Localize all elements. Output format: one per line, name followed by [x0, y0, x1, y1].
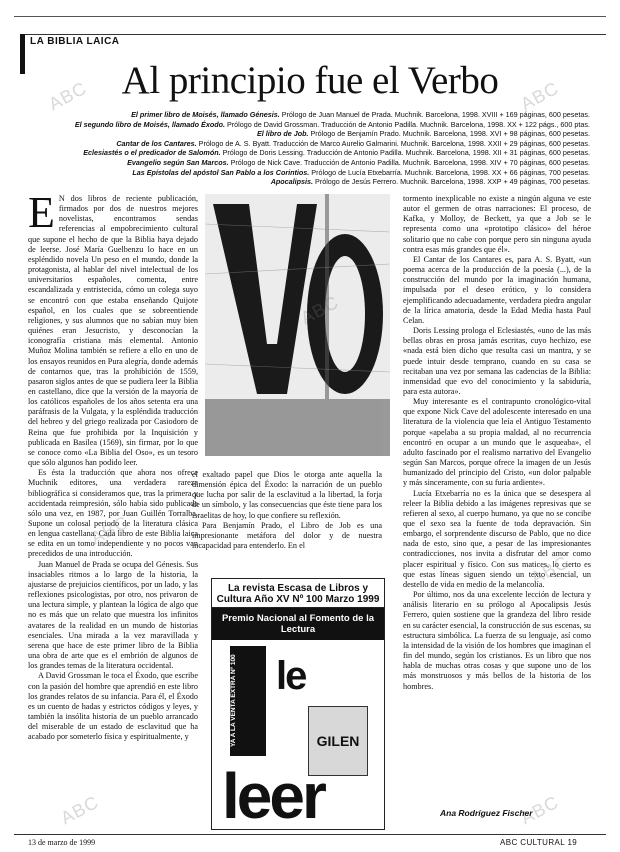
book-title: Apocalipsis.: [270, 177, 314, 187]
magazine-stripe: YA A LA VENTA EXTRA Nº 100: [230, 646, 266, 756]
paragraph: Muy interesante es el contrapunto cronológico-vital que expone Nick Cave del adolescente interesado en una literatura de la violencia que leía el Antiguo Testamento porque «apelaba a su propia maldad, al no recurrencia encontró en ocupar a un mundo que le asqueaba», el adulto fascinado por el realismo narrativo del Evangelio según San Marcos, porque ofrece la imagen de un Jesús humanizado del principio del Cristo, «un dolor palpable y más sinceramente, con su furia ardiente».: [403, 397, 591, 488]
book-credit: [24, 110, 590, 120]
book-details: Prólogo de Doris Lessing. Traducción de Antonio Padilla. Muchnik. Barcelona, 1998. XII + 31 páginas, 600 pesetas.: [220, 148, 590, 158]
watermark: ABC: [517, 77, 563, 115]
section-label: LA BIBLIA LAICA: [30, 36, 120, 47]
watermark: ABC: [517, 791, 563, 829]
paragraph: A David Grossman le toca el Éxodo, que escribe con la pasión del hombre que aprendió en este libro los grandes relatos de su infancia. Para él, el Éxodo es un cuento de hadas y estrictos códigos y leyes, y también la insólita historia de un pueblo arrancado del miserable de un estado de esclavitud que ha acabado por someterlo física y espiritualmente, y: [28, 671, 198, 742]
book-credit: [24, 168, 590, 178]
book-details: Prólogo de Jesús Ferrero. Muchnik. Barcelona, 1998. XXP + 49 páginas, 700 pesetas.: [313, 177, 590, 187]
section-rule: [20, 34, 606, 35]
magazine-advert: [211, 578, 385, 830]
article-column-2: [192, 470, 382, 568]
headline: Al principio fue el Verbo: [121, 59, 499, 102]
book-details: Prólogo de Benjamín Prado. Muchnik. Barcelona, 1998. XVI + 98 páginas, 600 pesetas.: [308, 129, 590, 139]
book-title: Eclesiastés o el predicador de Salomón.: [83, 148, 221, 158]
book-credit: [24, 120, 590, 130]
book-title: El segundo libro de Moisés, llamado Éxodo.: [74, 119, 225, 129]
page-number: 19: [567, 838, 578, 847]
paragraph: Juan Manuel de Prada se ocupa del Génesis. Sus insaciables ritmos a lo largo de la historia, la ajustarse de prejuicios científicos, por un lado, y las reflexiones psicologistas, por otro, nos privaron de una lectura simple, y plantean la lógica de algo que no es más que un relato que muestra los infinitos avatares de la realidad en un mundo de historias esenciales. Una mirada a la vez maravillada y serena que hace de este primer libro de la Biblia una obra de arte que es el embrión de algunos de los grandes temas de la literatura occidental.: [28, 559, 198, 671]
book-credit: [24, 129, 590, 139]
paragraph: Es ésta la traducción que ahora nos ofrece Muchnik editores, una verdadera rareza bibliográfica si consideramos que, tras la primera y accidentada reimpresión, sólo había sido publicada sólo una vez, en 1987, por Juan Guillén Torralba. Supone un colosal periodo de la literatura clásica en lengua castellana. Cada libro de este Biblia laica se edita en un tomo independiente y no pocos van precedidos de una introducción.: [28, 468, 198, 559]
magazine-word-top: le: [276, 654, 306, 698]
bottom-rule: [14, 834, 606, 835]
watermark: ABC: [297, 291, 343, 329]
watermark: ABC: [87, 511, 133, 549]
paragraph: Doris Lessing prologa el Eclesiastés, «uno de las más bellas obras en prosa jamás escritas, cuyo hechizo, ese «nada está bien dicho que resulta casi un mantra, y se puede intuir desde temprano, cuando en su casa se recitaban una vez por semana las cadencias de la Biblia: inmensidad que evo del conocimiento y la sabiduría, para esta autora».: [403, 326, 591, 396]
book-details: Prólogo de Lucía Etxebarría. Muchnik. Barcelona, 1998. XX + 66 páginas, 700 pesetas.: [309, 167, 590, 177]
article-photo: [205, 194, 390, 456]
book-details: Prólogo de Nick Cave. Traducción de Antonio Padilla. Muchnik. Barcelona, 1998. XIV + 70 páginas, 600 pesetas.: [228, 157, 590, 167]
book-title: Las Epístolas del apóstol San Pablo a los Corintios.: [132, 167, 310, 177]
paragraph: Por último, nos da una excelente lección de lectura y análisis literario en su prólogo al Apocalipsis Jesús Ferrero, quien sostiene que la grandeza del libro reside en su carácter esencial, la construcción de sus escenas, su estructura simbólica. La fuerza de su lenguaje, así como la intensidad de la visión de los hombres que imaginan el fin del mundo, según los cristianos. Es un libro que nos habla de muchas otras cosas y que supone uno de los más monstruosos y más bellos de la historia de los hombres.: [403, 590, 591, 691]
article-column-1: [28, 194, 198, 832]
book-credit: [24, 158, 590, 168]
magazine-cover: [212, 640, 384, 830]
book-credit: [24, 177, 590, 187]
magazine-award-band: Premio Nacional al Fomento de la Lectura: [212, 608, 384, 640]
paragraph: el exaltado papel que Dios le otorga ante aquella la dimensión épica del Éxodo: la narración de un pueblo que lucha por salir de la esclavitud a la libertad, la forja de un símbolo, y las consecuencias que éste tiene para los israelitas de hoy, lo que confiere su reflexión.: [192, 470, 382, 520]
article-column-3: [403, 194, 591, 802]
book-details: Prólogo de Juan Manuel de Prada. Muchnik. Barcelona, 1998. XVIII + 169 páginas, 600 pesetas.: [279, 110, 590, 119]
book-title: Cantar de los Cantares.: [116, 138, 197, 148]
watermark: ABC: [45, 77, 91, 115]
paragraph: El Cantar de los Cantares es, para A. S. Byatt, «un poema acerca de la producción de la poesía (...), de la construcción del mundo por la imaginación humana, impulsada por el deseo erótico, y lo considera ejemplificando adecuadamente, verdadera piedra angular de la lírica amatoria, desde la Edad Media hasta Paul Celan.: [403, 254, 591, 325]
footer-section: ABC CULTURAL 19: [500, 838, 578, 847]
top-rule: [14, 16, 606, 17]
book-details: Prólogo de David Grossman. Traducción de Antonio Padilla. Muchnik. Barcelona, 1998. XX + 122 págs., 600 ptas.: [225, 119, 590, 129]
book-title: El libro de Job.: [256, 129, 309, 139]
paragraph: Lucía Etxebarría no es la única que se desespera al releer la Biblia debido a las imágenes represivas que se refieren al sexo, al cuerpo humano, ya que no se concibe que el sexo sea la fuente de toda depravación. Sin embargo, el sorprendente discurso de Pablo, que no dice nada de esto, sino que, a pesar de las impresionantes contradicciones, nos invita a disfrutar del amor como placer espiritual y físico. Con sus matices, lo cierto es que estas líneas siguen siendo un texto esencial, un destello de vida en medio de la melancolía.: [403, 488, 591, 589]
book-credit: [24, 139, 590, 149]
author-signature: Ana Rodríguez Fischer: [440, 808, 533, 818]
magazine-book: GILEN: [308, 706, 368, 776]
magazine-header: La revista Escasa de Libros y Cultura Año XV Nº 100 Marzo 1999: [212, 579, 384, 608]
paragraph: tormento inexplicable no existe a ningún alguna ve este autor el germen de otras narraciones: El proceso, de Kafka, y Molloy, de Beckett, ya que a Job se le representa como una «prototipo clásico» del héroe solitario que no cabe con porque pero sin ninguna ayuda contra esas más grandes que él».: [403, 194, 591, 254]
lead-paragraph: E N dos libros de reciente publicación, firmados por dos de nuestros mejores novelistas, encontramos sendas referencias al empobrecimiento cultural que supone el hecho de que la Biblia haya dejado de leerse. José María Guelbenzu lo hace en un espléndido novela Un peso en el mundo, donde la protagonista, al hablar del nivel intelectual de los universitarios españoles, comenta, entre escandalizada y entristecida, cómo un colega suyo se encontró con que estaba enseñando Quijote español, en los cuales que se sobreentiende religiones, y sus alumnos que no sabían muy bien quiénes eran Jesucristo, y desconocían la iconografía cristiana más elemental. Antonio Muñoz Molina también se refiere a ello en uno de los ensayos reunidos en Pura alegría, donde además de contarnos que, tras la prohibición de 1559, pasaron siglos antes de que se pudiera leer la Biblia en castellano, dice que la versión de la mayoría de los católicos españoles de los años setenta era una paráfrasis de la Vulgata, y la espléndida traducción del hebreo y del griego realizada por Casiodoro de Reina que fue prohibida por la Inquisición y publicada en Basilea (1569), sin firmar, por lo que se conoce como «La Biblia del Oso», es un tesoro que sólo algunos han podido leer.: [28, 194, 198, 468]
book-title: Evangelio según San Marcos.: [127, 157, 229, 167]
book-credit: [24, 148, 590, 158]
book-credits: [24, 110, 590, 187]
drop-cap: E: [28, 194, 55, 237]
photo-image: [205, 194, 390, 456]
magazine-logo: leer: [222, 760, 324, 830]
footer-date: 13 de marzo de 1999: [28, 838, 96, 847]
watermark: ABC: [57, 791, 103, 829]
watermark: ABC: [527, 551, 573, 589]
paragraph: Para Benjamín Prado, el Libro de Job es una impresionante metáfora del dolor y de nuestra incapacidad para entenderlo. En el: [192, 520, 382, 551]
book-title: El primer libro de Moisés, llamado Génesis.: [131, 110, 280, 119]
book-details: Prólogo de A. S. Byatt. Traducción de Marco Aurelio Galmarini. Muchnik. Barcelona, 1998. XXII + 29 páginas, 600 pesetas.: [196, 138, 590, 148]
